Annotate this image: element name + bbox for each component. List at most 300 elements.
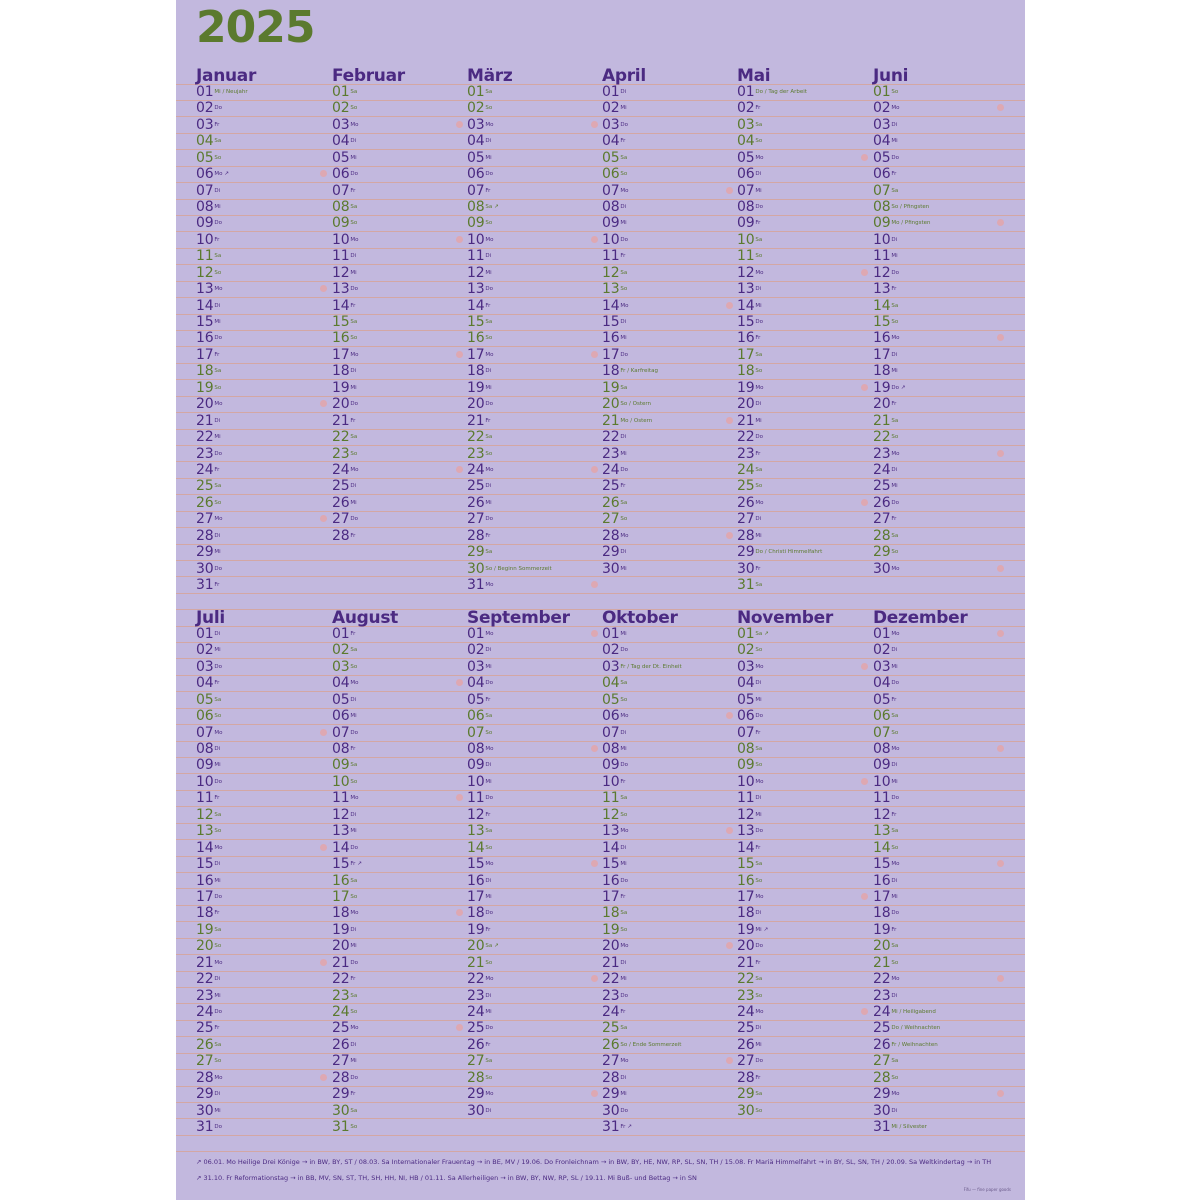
day-number: 07 bbox=[467, 724, 485, 741]
weekday-label: Di bbox=[485, 877, 492, 884]
day-row bbox=[196, 379, 221, 395]
row-rule-line bbox=[176, 987, 1025, 988]
day-number: 03 bbox=[602, 116, 620, 133]
day-row bbox=[332, 1102, 357, 1118]
day-row bbox=[467, 494, 492, 510]
day-row bbox=[873, 560, 900, 576]
day-number: 14 bbox=[467, 839, 485, 856]
row-rule-line bbox=[176, 642, 1025, 643]
weekday-label: Mo bbox=[755, 499, 764, 506]
day-number: 25 bbox=[467, 478, 485, 495]
day-number: 19 bbox=[602, 921, 620, 938]
week-marker-dot bbox=[726, 712, 733, 719]
weekday-label: Di bbox=[350, 368, 357, 375]
weekday-label: Do bbox=[214, 450, 223, 457]
day-number: 26 bbox=[602, 494, 620, 511]
day-row bbox=[602, 740, 627, 756]
weekday-label: Mi bbox=[755, 302, 762, 309]
weekday-label: Sa ↗ bbox=[485, 943, 499, 950]
day-number: 16 bbox=[873, 872, 891, 889]
day-number: 09 bbox=[332, 757, 350, 774]
day-number: 29 bbox=[737, 1086, 755, 1102]
day-row bbox=[737, 773, 764, 789]
day-number: 18 bbox=[196, 363, 214, 380]
weekday-label: Do bbox=[485, 401, 494, 408]
day-row bbox=[737, 247, 762, 263]
day-row bbox=[602, 297, 629, 313]
day-number: 25 bbox=[737, 478, 755, 495]
day-row bbox=[737, 428, 763, 444]
day-number: 25 bbox=[196, 478, 214, 495]
month-name: Mai bbox=[737, 66, 771, 86]
day-number: 09 bbox=[737, 757, 755, 774]
weekday-label: Mi bbox=[620, 335, 627, 342]
day-number: 21 bbox=[196, 954, 214, 971]
weekday-label: Sa bbox=[485, 713, 493, 720]
weekday-label: Mo bbox=[485, 466, 494, 473]
weekday-label: Do bbox=[350, 1074, 359, 1081]
weekday-label: So bbox=[350, 105, 358, 112]
weekday-label: Fr bbox=[891, 401, 897, 408]
day-row bbox=[196, 822, 221, 838]
weekday-label: Mi bbox=[891, 253, 898, 260]
day-row bbox=[873, 839, 898, 855]
day-row bbox=[467, 904, 493, 920]
day-number: 19 bbox=[602, 379, 620, 396]
weekday-label: Mi bbox=[620, 746, 627, 752]
weekday-label: Fr bbox=[350, 631, 356, 637]
day-number: 11 bbox=[332, 248, 350, 265]
day-number: 28 bbox=[467, 527, 485, 544]
day-row bbox=[332, 740, 355, 756]
day-row bbox=[332, 362, 356, 378]
weekday-label: Mi ↗ bbox=[755, 926, 769, 933]
day-row bbox=[737, 83, 807, 99]
day-number: 31 bbox=[737, 576, 755, 593]
weekday-label: Mi bbox=[350, 943, 357, 950]
weekday-label: Mi bbox=[620, 861, 627, 867]
day-row bbox=[467, 576, 494, 592]
credit-text: Fifu — fine paper goods bbox=[963, 1187, 1011, 1192]
day-number: 19 bbox=[467, 921, 485, 938]
day-row bbox=[467, 839, 492, 855]
day-row bbox=[737, 1019, 761, 1035]
week-marker-dot bbox=[591, 581, 598, 588]
day-row bbox=[737, 872, 762, 888]
day-row bbox=[602, 1069, 626, 1085]
day-number: 23 bbox=[873, 445, 891, 462]
day-number: 12 bbox=[602, 806, 620, 823]
row-rule-line bbox=[176, 593, 1025, 594]
weekday-label: Fr bbox=[214, 680, 220, 687]
day-number: 29 bbox=[196, 544, 214, 560]
holiday-footnote bbox=[196, 1154, 1006, 1186]
day-row bbox=[332, 99, 357, 115]
weekday-label: So bbox=[485, 220, 493, 227]
day-row bbox=[602, 477, 625, 493]
weekday-label: Mi bbox=[214, 1107, 221, 1114]
weekday-label: Sa bbox=[755, 121, 763, 128]
day-row bbox=[332, 674, 359, 690]
day-number: 24 bbox=[332, 461, 350, 478]
day-row bbox=[602, 428, 626, 444]
weekday-label: Do bbox=[620, 466, 629, 473]
weekday-label: Di bbox=[891, 647, 898, 654]
weekday-label: Sa ↗ bbox=[485, 204, 499, 210]
day-row bbox=[467, 83, 492, 99]
day-row bbox=[196, 806, 221, 822]
day-number: 16 bbox=[196, 872, 214, 889]
weekday-label: Do bbox=[350, 401, 359, 408]
week-marker-dot bbox=[726, 827, 733, 834]
weekday-label: So bbox=[350, 1008, 358, 1015]
weekday-label: So bbox=[214, 828, 222, 835]
month-name: Dezember bbox=[873, 608, 968, 628]
day-number: 22 bbox=[873, 971, 891, 987]
day-row bbox=[196, 494, 221, 510]
weekday-label: Di bbox=[485, 253, 492, 260]
day-number: 05 bbox=[873, 691, 891, 708]
day-row bbox=[737, 510, 761, 526]
weekday-label: Mi bbox=[214, 647, 221, 654]
day-number: 01 bbox=[196, 626, 214, 642]
day-row bbox=[873, 806, 896, 822]
day-row bbox=[467, 445, 492, 461]
weekday-label: So bbox=[485, 450, 493, 457]
day-number: 13 bbox=[602, 281, 620, 298]
day-row bbox=[467, 691, 490, 707]
weekday-label: Mo bbox=[214, 844, 223, 851]
day-number: 02 bbox=[737, 642, 755, 659]
weekday-label: Do bbox=[891, 269, 900, 276]
day-number: 23 bbox=[873, 987, 891, 1004]
day-row bbox=[467, 264, 492, 280]
day-number: 10 bbox=[467, 231, 485, 248]
day-row bbox=[602, 132, 625, 148]
day-number: 25 bbox=[737, 1020, 755, 1037]
day-number: 17 bbox=[602, 888, 620, 905]
day-row bbox=[467, 362, 491, 378]
month-name: Juli bbox=[196, 608, 225, 628]
day-row bbox=[737, 560, 760, 576]
day-row bbox=[196, 510, 223, 526]
day-number: 14 bbox=[737, 839, 755, 856]
weekday-label: Do bbox=[620, 877, 629, 884]
day-number: 04 bbox=[602, 675, 620, 692]
day-number: 10 bbox=[602, 231, 620, 248]
day-row bbox=[737, 987, 762, 1003]
day-number: 20 bbox=[332, 396, 350, 413]
weekday-label: Di bbox=[350, 253, 357, 260]
weekday-label: Mo ↗ bbox=[214, 171, 229, 178]
day-row bbox=[332, 641, 357, 657]
weekday-label: Mo bbox=[891, 1091, 900, 1097]
day-row bbox=[873, 99, 900, 115]
weekday-label: Fr bbox=[755, 565, 761, 572]
row-rule-line bbox=[176, 576, 1025, 577]
day-number: 23 bbox=[332, 987, 350, 1004]
weekday-label: Di bbox=[485, 1107, 492, 1114]
day-number: 09 bbox=[467, 757, 485, 774]
day-number: 27 bbox=[196, 1053, 214, 1070]
weekday-label: So bbox=[620, 696, 628, 703]
weekday-label: Di bbox=[891, 877, 898, 884]
weekday-label: Di bbox=[350, 926, 357, 933]
weekday-label: Fr bbox=[891, 171, 897, 178]
weekday-label: Do bbox=[755, 319, 764, 325]
day-number: 21 bbox=[196, 412, 214, 429]
weekday-label: Sa bbox=[755, 581, 763, 588]
weekday-label: So / Beginn Sommerzeit bbox=[485, 565, 552, 572]
day-row bbox=[196, 214, 222, 230]
weekday-label: So bbox=[214, 154, 222, 161]
weekday-label: Di bbox=[755, 1025, 762, 1032]
day-number: 05 bbox=[196, 691, 214, 708]
day-number: 23 bbox=[196, 987, 214, 1004]
day-number: 01 bbox=[873, 626, 891, 642]
day-row bbox=[602, 182, 629, 198]
day-number: 09 bbox=[332, 215, 350, 232]
day-number: 08 bbox=[602, 741, 620, 757]
day-row bbox=[873, 329, 900, 345]
day-row bbox=[196, 149, 221, 165]
weekday-label: Di bbox=[485, 647, 492, 654]
day-number: 29 bbox=[602, 544, 620, 560]
day-row bbox=[467, 954, 492, 970]
day-row bbox=[332, 83, 357, 99]
day-number: 10 bbox=[196, 773, 214, 790]
day-number: 14 bbox=[602, 297, 620, 314]
weekday-label: Sa bbox=[350, 319, 358, 325]
weekday-label: So bbox=[891, 434, 899, 440]
day-number: 21 bbox=[332, 954, 350, 971]
day-number: 20 bbox=[467, 938, 485, 955]
weekday-label: Do bbox=[350, 729, 359, 736]
weekday-label: Di bbox=[214, 1091, 221, 1097]
day-number: 02 bbox=[196, 100, 214, 117]
weekday-label: Di bbox=[620, 844, 627, 851]
weekday-label: Fr bbox=[485, 926, 491, 933]
weekday-label: Do bbox=[485, 1025, 494, 1032]
day-row bbox=[737, 280, 761, 296]
day-number: 15 bbox=[467, 314, 485, 330]
day-row bbox=[467, 1019, 493, 1035]
day-row bbox=[467, 182, 490, 198]
day-row bbox=[737, 954, 760, 970]
day-number: 07 bbox=[873, 182, 891, 199]
day-number: 07 bbox=[332, 182, 350, 199]
day-number: 03 bbox=[467, 116, 485, 133]
day-row bbox=[332, 395, 358, 411]
weekday-label: Do bbox=[620, 236, 629, 243]
day-number: 01 bbox=[602, 84, 620, 100]
day-row bbox=[196, 313, 221, 329]
day-number: 04 bbox=[467, 675, 485, 692]
day-row bbox=[873, 527, 898, 543]
week-marker-dot bbox=[997, 104, 1004, 111]
day-row bbox=[196, 921, 221, 937]
day-number: 06 bbox=[737, 166, 755, 183]
day-number: 19 bbox=[467, 379, 485, 396]
day-row bbox=[196, 740, 220, 756]
day-row bbox=[196, 83, 248, 99]
weekday-label: Mi bbox=[891, 893, 898, 900]
weekday-label: Sa bbox=[485, 89, 493, 95]
day-row bbox=[602, 1003, 625, 1019]
day-row bbox=[737, 1052, 763, 1068]
day-number: 13 bbox=[196, 281, 214, 298]
weekday-label: Sa bbox=[350, 762, 358, 769]
row-rule-line bbox=[176, 231, 1025, 232]
day-number: 28 bbox=[196, 1069, 214, 1086]
day-row bbox=[332, 346, 359, 362]
day-row bbox=[737, 970, 762, 986]
day-number: 05 bbox=[873, 149, 891, 166]
weekday-label: Mo bbox=[350, 910, 359, 917]
day-row bbox=[196, 1003, 222, 1019]
weekday-label: Fr bbox=[620, 138, 626, 145]
weekday-label: Mo bbox=[485, 581, 494, 588]
weekday-label: Fr bbox=[350, 746, 356, 752]
day-row bbox=[873, 1069, 898, 1085]
day-row bbox=[332, 658, 357, 674]
day-number: 05 bbox=[332, 691, 350, 708]
day-row bbox=[602, 362, 658, 378]
day-row bbox=[196, 691, 221, 707]
weekday-label: Mo bbox=[214, 516, 223, 523]
day-row bbox=[467, 822, 492, 838]
day-number: 26 bbox=[602, 1036, 620, 1053]
weekday-label: Mi bbox=[891, 483, 898, 490]
day-row bbox=[873, 182, 898, 198]
day-number: 03 bbox=[332, 658, 350, 675]
footnote-line-2: ↗ 31.10. Fr Reformationstag → in BB, MV, SN, ST, TH, SH, HH, NI, HB / 01.11. Sa Allerheiligen → in BW, BY, NW, RP, SL / 19.11. Mi Buß- und Bettag → in SN bbox=[196, 1174, 697, 1182]
weekday-label: Di bbox=[214, 861, 221, 867]
day-row bbox=[602, 707, 629, 723]
weekday-label: Mi bbox=[620, 1091, 627, 1097]
day-row bbox=[602, 987, 628, 1003]
day-number: 28 bbox=[873, 527, 891, 544]
weekday-label: Di bbox=[214, 631, 221, 637]
week-marker-dot bbox=[320, 285, 327, 292]
day-number: 20 bbox=[602, 938, 620, 955]
weekday-label: Di bbox=[350, 483, 357, 490]
day-row bbox=[602, 445, 627, 461]
month-name: März bbox=[467, 66, 513, 86]
day-row bbox=[873, 379, 905, 395]
day-number: 28 bbox=[332, 527, 350, 544]
weekday-label: Mo bbox=[214, 959, 223, 966]
weekday-label: Mo bbox=[891, 746, 900, 752]
day-number: 02 bbox=[196, 642, 214, 659]
day-number: 16 bbox=[873, 330, 891, 347]
day-row bbox=[737, 839, 760, 855]
day-row bbox=[332, 822, 357, 838]
day-number: 07 bbox=[196, 724, 214, 741]
day-row bbox=[602, 839, 626, 855]
day-row bbox=[873, 116, 897, 132]
weekday-label: So bbox=[350, 1123, 358, 1130]
day-number: 03 bbox=[196, 658, 214, 675]
day-number: 11 bbox=[602, 248, 620, 265]
day-row bbox=[873, 1085, 900, 1101]
day-number: 05 bbox=[602, 691, 620, 708]
day-row bbox=[196, 445, 222, 461]
day-number: 18 bbox=[196, 905, 214, 922]
weekday-label: Mo bbox=[350, 680, 359, 687]
weekday-label: Fr bbox=[485, 811, 491, 818]
weekday-label: Di bbox=[891, 1107, 898, 1114]
weekday-label: Sa bbox=[620, 680, 628, 687]
week-marker-dot bbox=[591, 121, 598, 128]
weekday-label: Fr bbox=[350, 976, 356, 982]
day-row bbox=[467, 1102, 491, 1118]
day-number: 27 bbox=[332, 511, 350, 528]
month-name: Oktober bbox=[602, 608, 678, 628]
day-number: 20 bbox=[196, 396, 214, 413]
weekday-label: Fr bbox=[620, 893, 626, 900]
weekday-label: Di bbox=[755, 680, 762, 687]
weekday-label: Mo bbox=[485, 861, 494, 867]
row-rule-line bbox=[176, 1151, 1025, 1152]
day-row bbox=[873, 1003, 936, 1019]
day-row bbox=[196, 182, 220, 198]
day-row bbox=[602, 165, 627, 181]
day-number: 13 bbox=[737, 281, 755, 298]
day-row bbox=[873, 132, 898, 148]
weekday-label: Fr bbox=[214, 466, 220, 473]
weekday-label: Mo bbox=[620, 302, 629, 309]
weekday-label: Mi bbox=[755, 696, 762, 703]
week-marker-dot bbox=[456, 121, 463, 128]
day-number: 30 bbox=[873, 1102, 891, 1119]
day-number: 10 bbox=[467, 773, 485, 790]
day-row bbox=[196, 1052, 221, 1068]
day-number: 09 bbox=[873, 215, 891, 232]
day-row bbox=[196, 247, 221, 263]
day-number: 11 bbox=[602, 790, 620, 807]
day-number: 26 bbox=[196, 494, 214, 511]
weekday-label: Mi bbox=[891, 778, 898, 785]
day-row bbox=[196, 1019, 219, 1035]
week-marker-dot bbox=[320, 515, 327, 522]
day-row bbox=[737, 99, 760, 115]
day-number: 17 bbox=[332, 888, 350, 905]
day-number: 05 bbox=[196, 149, 214, 166]
weekday-label: Di bbox=[214, 976, 221, 982]
day-number: 30 bbox=[196, 560, 214, 577]
day-row bbox=[737, 329, 760, 345]
day-number: 27 bbox=[737, 511, 755, 528]
day-row bbox=[602, 560, 627, 576]
week-marker-dot bbox=[997, 450, 1004, 457]
day-row bbox=[602, 1019, 627, 1035]
day-row bbox=[873, 214, 931, 230]
calendar-poster bbox=[176, 0, 1025, 1200]
day-number: 20 bbox=[873, 938, 891, 955]
weekday-label: So bbox=[350, 663, 358, 670]
weekday-label: Sa bbox=[620, 499, 628, 506]
weekday-label: Mi bbox=[350, 499, 357, 506]
weekday-label: Fr bbox=[891, 286, 897, 293]
weekday-label: Fr / Weihnachten bbox=[891, 1041, 938, 1048]
day-row bbox=[332, 1019, 359, 1035]
day-number: 22 bbox=[332, 429, 350, 445]
day-row bbox=[873, 822, 898, 838]
weekday-label: Do bbox=[755, 943, 764, 950]
weekday-label: Mi bbox=[891, 663, 898, 670]
day-number: 10 bbox=[602, 773, 620, 790]
